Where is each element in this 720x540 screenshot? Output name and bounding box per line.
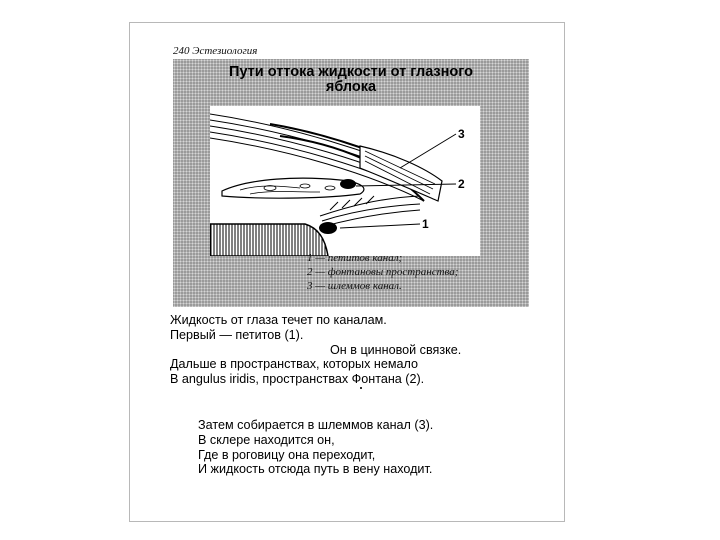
figure-title bbox=[173, 65, 529, 95]
poem-line: В angulus iridis, пространствах Фонтана (2). bbox=[170, 372, 425, 387]
callout-3: 3 bbox=[458, 127, 465, 141]
poem-stanza-2 bbox=[170, 418, 461, 477]
figure-legend bbox=[307, 251, 458, 293]
figure-title-line-2: яблока bbox=[325, 79, 377, 95]
stray-dot bbox=[360, 387, 362, 389]
poem-line: Он в цинновой связке. bbox=[330, 342, 462, 357]
figure-panel bbox=[173, 59, 529, 307]
legend-item: 3 — шлеммов канал. bbox=[307, 280, 402, 292]
legend-item: 2 — фонтановы пространства; bbox=[307, 266, 459, 278]
poem-line: Где в роговицу она переходит, bbox=[198, 447, 376, 462]
callout-2: 2 bbox=[458, 177, 465, 191]
poem-line: Жидкость от глаза течет по каналам. bbox=[170, 313, 387, 327]
poem-line: Дальше в пространствах, которых немало bbox=[170, 357, 418, 372]
poem-line: И жидкость отсюда путь в вену находит. bbox=[198, 462, 433, 477]
schlemm-canal bbox=[340, 179, 356, 189]
figure-title-line-1: Пути оттока жидкости от глазного bbox=[229, 64, 473, 80]
page-header: 240 Эстезиология bbox=[173, 45, 258, 57]
poem-line: Первый — петитов (1). bbox=[170, 327, 304, 342]
book-page bbox=[129, 22, 565, 522]
callout-1: 1 bbox=[422, 217, 429, 231]
poem-line: Затем собирается в шлеммов канал (3). bbox=[198, 417, 434, 432]
petit-canal bbox=[319, 222, 337, 234]
eye-drainage-diagram bbox=[210, 106, 480, 256]
mnemonic-poem bbox=[170, 313, 461, 477]
poem-line: В склере находится он, bbox=[198, 432, 335, 447]
legend-item: 1 — петитов канал; bbox=[307, 252, 403, 264]
poem-stanza-1 bbox=[170, 313, 461, 387]
